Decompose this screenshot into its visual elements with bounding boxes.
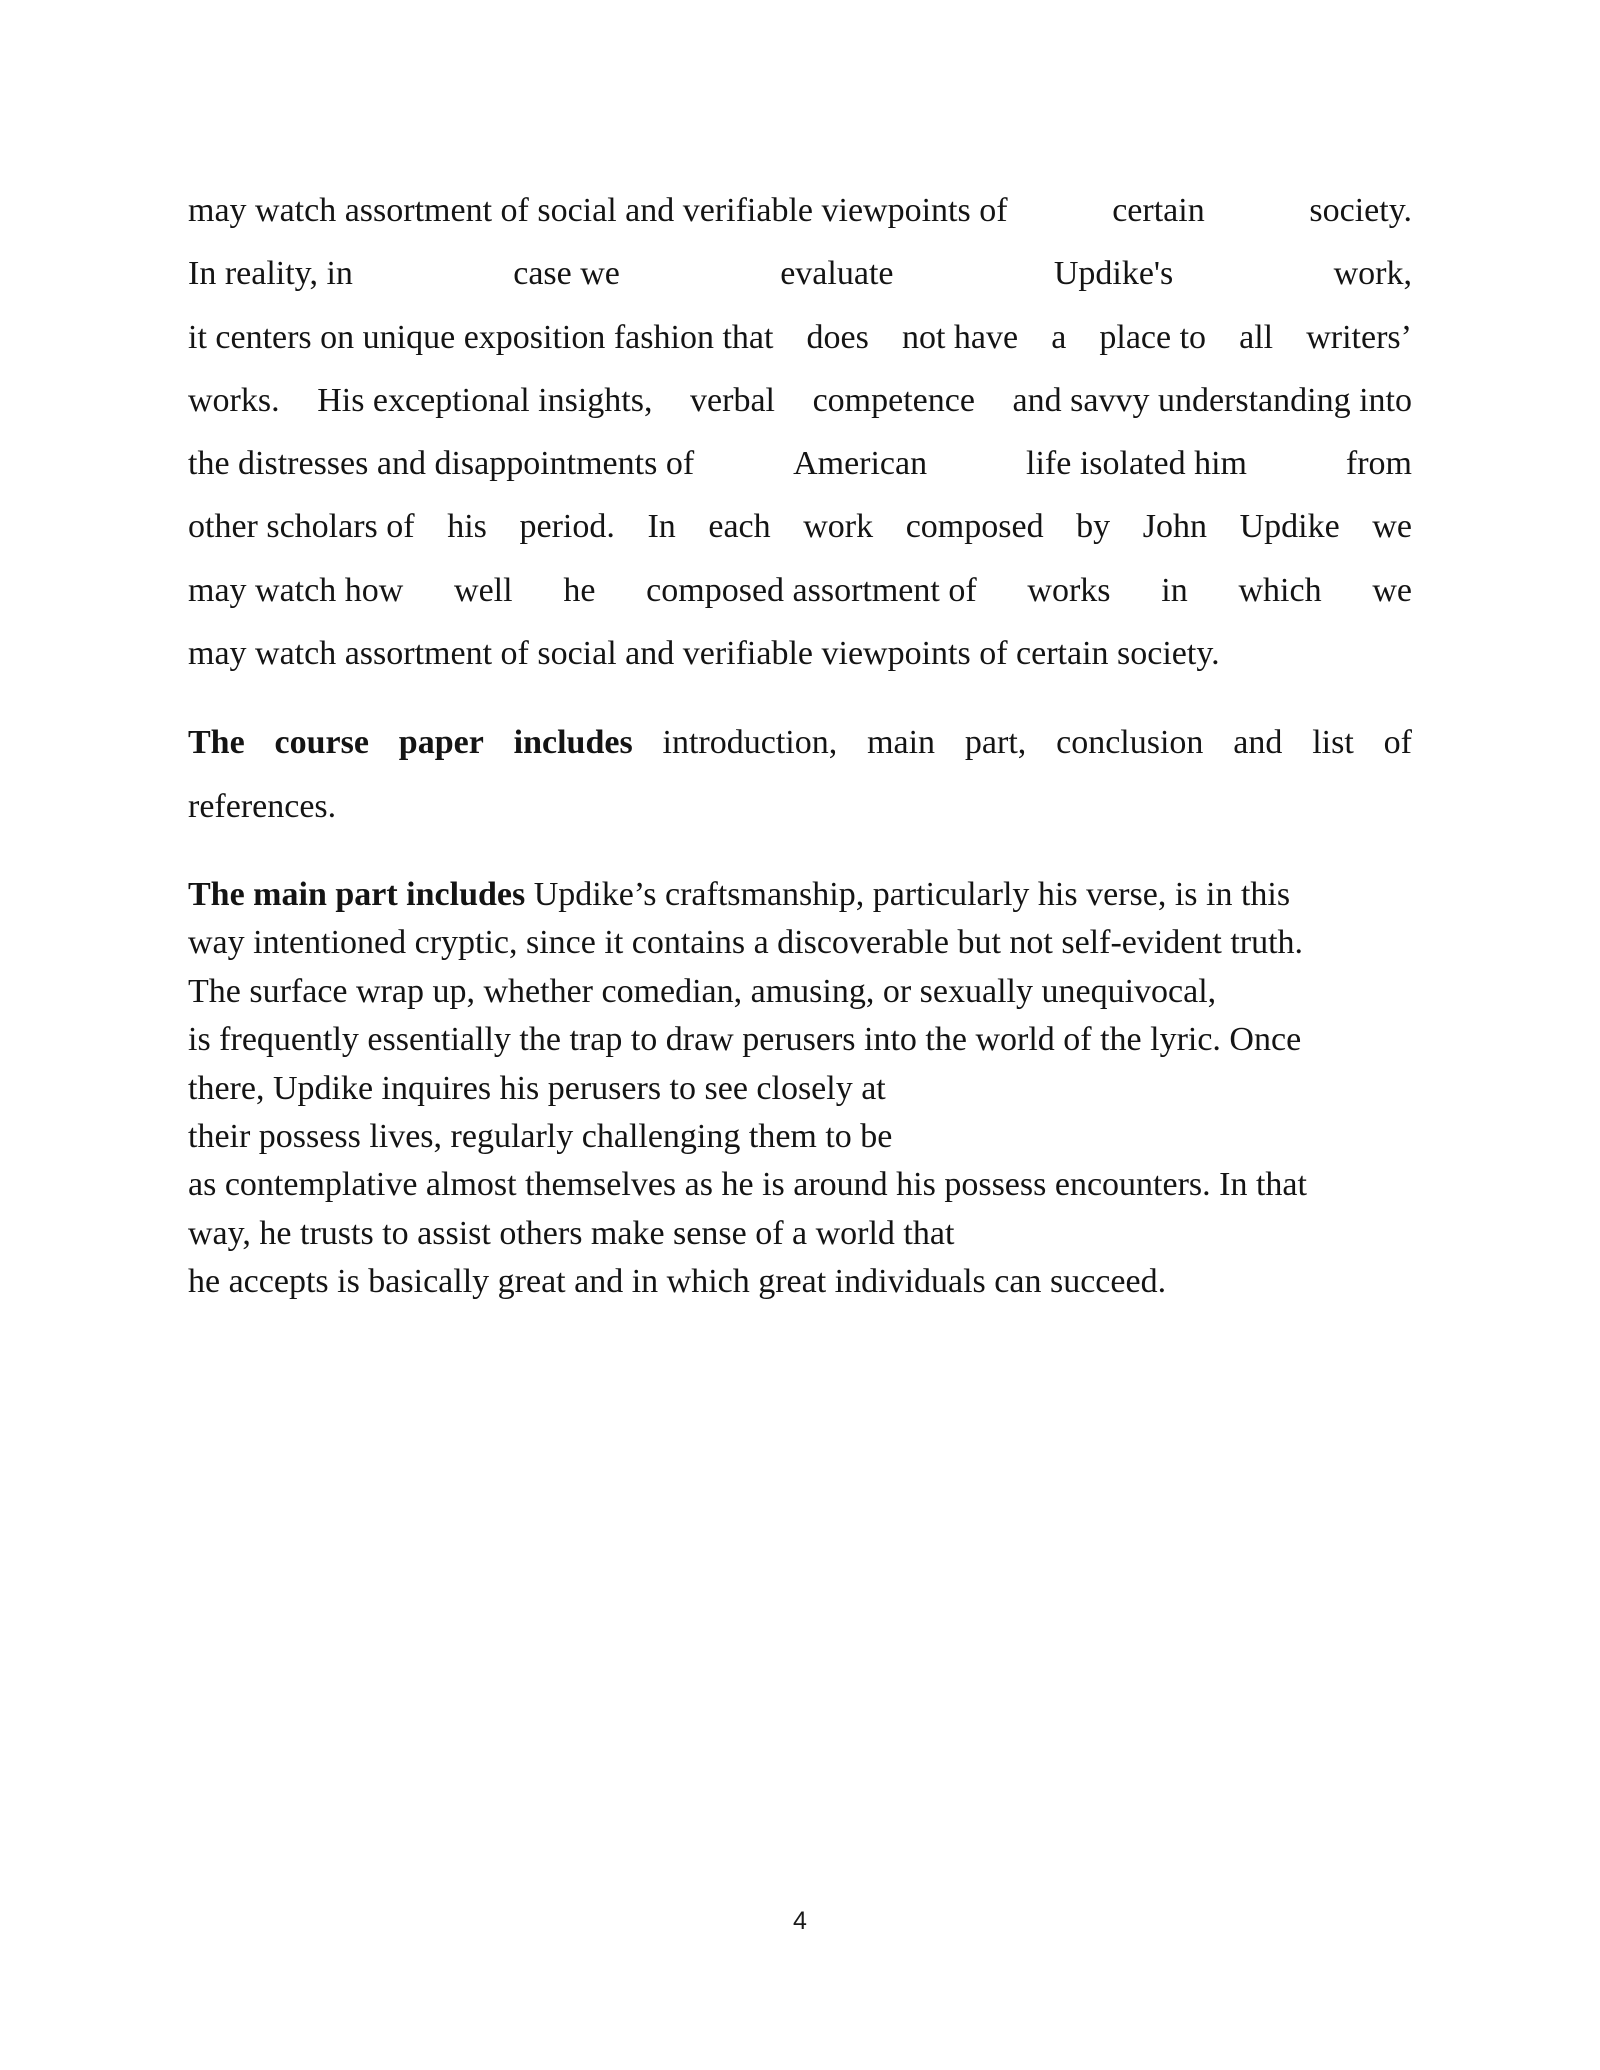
text-line: works. His exceptional insights, verbal competence and savvy understanding into [188,381,1412,419]
paragraph-intro [188,186,1412,692]
text-line: The main part includes Updike’s craftsmanship, particularly his verse, is in this [188,875,1291,913]
text-line: references. [188,787,337,825]
text-line: way, he trusts to assist others make sense of a world that [188,1214,955,1252]
page-number: 4 [793,1907,807,1935]
text-line: may watch how well he composed assortment of works in which we [188,571,1412,609]
text-line: way intentioned cryptic, since it contains a discoverable but not self-evident truth. [188,924,1304,962]
text-line: The surface wrap up, whether comedian, amusing, or sexually unequivocal, [188,972,1217,1010]
text-line: he accepts is basically great and in which great individuals can succeed. [188,1263,1167,1301]
page-content [188,186,1412,1306]
bold-lead: The main part includes [188,875,526,913]
text-line: other scholars of his period. In each work composed by John Updike we [188,508,1412,546]
text-line: is frequently essentially the trap to draw perusers into the world of the lyric. Once [188,1021,1302,1059]
text-line: may watch assortment of social and verifiable viewpoints of certain society. [188,635,1220,673]
paragraph-main-part [188,871,1412,1307]
text-line: The course paper includes introduction, main part, conclusion and list of [188,724,1412,762]
paragraph-spacer [188,845,1412,871]
paragraph-structure [188,718,1412,845]
text-line: may watch assortment of social and verifiable viewpoints of certain society. [188,192,1412,229]
text-line: there, Updike inquires his perusers to see closely at [188,1069,886,1107]
text-line: as contemplative almost themselves as he is around his possess encounters. In that [188,1166,1307,1204]
paragraph-spacer [188,692,1412,718]
text-line: their possess lives, regularly challenging them to be [188,1117,893,1155]
text-line: it centers on unique exposition fashion that does not have a place to all writers’ [188,318,1412,356]
text-line: the distresses and disappointments of American life isolated him from [188,445,1412,483]
text-line: In reality, in case we evaluate Updike's work, [188,255,1412,293]
